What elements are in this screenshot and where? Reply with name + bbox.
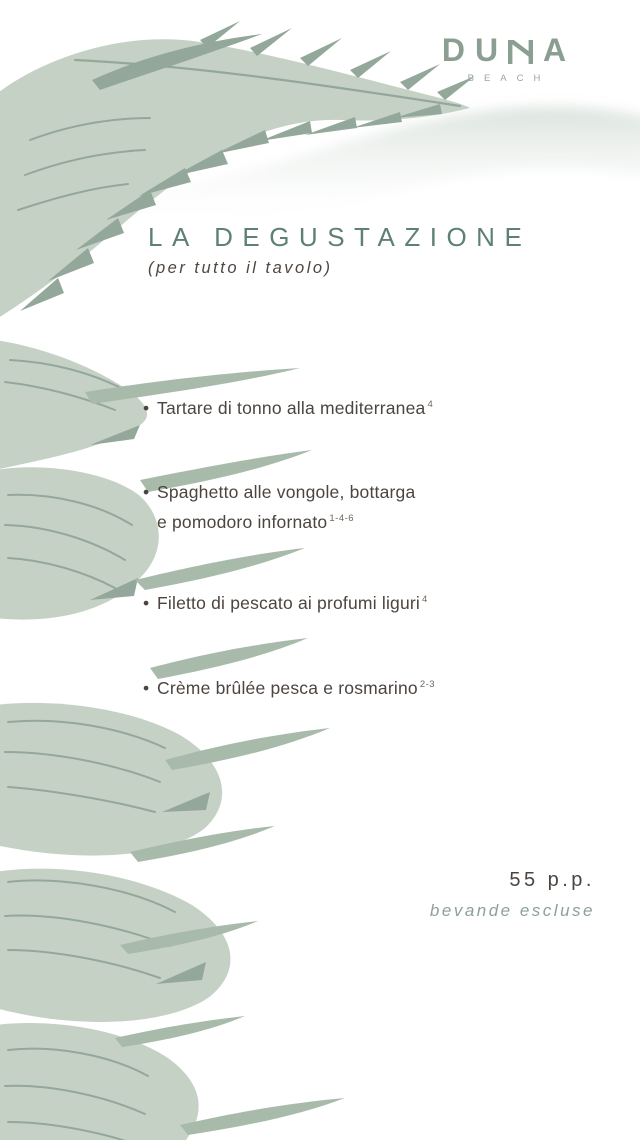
left-leaf-lobes [0, 340, 345, 1140]
dish-text: Filetto di pescato ai profumi liguri [157, 593, 421, 613]
allergen-footnote: 4 [422, 594, 428, 606]
brand-wordmark [430, 34, 578, 66]
brand-letter-u: U [474, 32, 499, 68]
price: 55 p.p. [509, 869, 595, 891]
menu-item-line [143, 588, 428, 618]
bullet-icon: • [143, 482, 150, 502]
brand-subtitle: BEACH [467, 73, 551, 84]
dish-text: Tartare di tonno alla mediterranea [157, 398, 426, 418]
allergen-footnote: 1-4-6 [329, 513, 355, 525]
menu-item-line [143, 673, 435, 703]
price-note: bevande escluse [429, 901, 595, 920]
dish-text: e pomodoro infornato [157, 512, 328, 532]
brand-logo [430, 34, 578, 84]
allergen-footnote: 2-3 [419, 679, 436, 691]
brand-letter-a: A [543, 32, 567, 68]
menu-subtitle: (per tutto il tavolo) [148, 259, 333, 277]
menu-item-4 [143, 673, 435, 703]
bullet-icon: • [143, 398, 150, 418]
brand-letter-n-icon [508, 40, 533, 64]
dish-text: Spaghetto alle vongole, bottarga [157, 482, 416, 502]
menu-item-3 [143, 588, 428, 618]
menu-item-line [143, 477, 415, 507]
menu-item-line [143, 393, 433, 423]
menu-item-2 [143, 477, 415, 537]
brand-letter-d: D [441, 32, 465, 68]
menu-item-line [157, 507, 415, 537]
bullet-icon: • [143, 593, 150, 613]
dish-text: Crème brûlée pesca e rosmarino [157, 678, 418, 698]
allergen-footnote: 4 [427, 399, 434, 411]
menu-item-1 [143, 393, 433, 423]
bullet-icon: • [143, 678, 150, 698]
menu-title: LA DEGUSTAZIONE [148, 222, 532, 252]
